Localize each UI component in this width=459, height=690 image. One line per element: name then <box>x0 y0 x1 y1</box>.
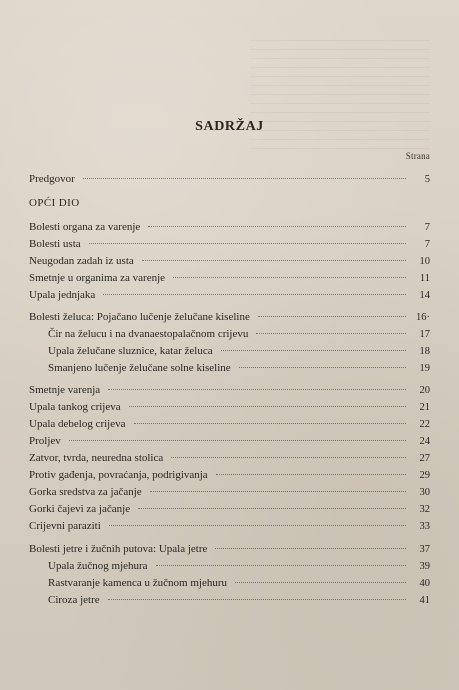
toc-entry-label: Bolesti jetre i žučnih putova: Upala jetre <box>29 543 208 555</box>
toc-entry <box>29 287 430 303</box>
toc-leader-dots <box>150 491 406 492</box>
toc-leader-dots <box>138 508 406 509</box>
toc-subentry <box>48 343 430 359</box>
toc-entry-page: 29 <box>419 470 430 481</box>
toc-leader-dots <box>108 389 406 390</box>
table-of-contents <box>29 0 430 690</box>
toc-entry-label: Upala želučane sluznice, katar želuca <box>48 345 213 357</box>
toc-entry-label: Bolesti usta <box>29 238 81 250</box>
toc-entry-page: 32 <box>419 504 430 515</box>
toc-entry-label: Smanjeno lučenje želučane solne kiseline <box>48 362 231 374</box>
toc-entry <box>29 484 430 500</box>
toc-leader-dots <box>171 457 406 458</box>
toc-leader-dots <box>134 423 406 424</box>
toc-entry <box>29 236 430 252</box>
toc-leader-dots <box>69 440 406 441</box>
toc-leader-dots <box>221 350 406 351</box>
toc-subentry <box>48 575 430 591</box>
toc-leader-dots <box>156 565 406 566</box>
toc-entry-page: 30 <box>419 487 430 498</box>
toc-entry-page: 7 <box>424 239 430 250</box>
toc-entry <box>29 450 430 466</box>
toc-entry-page: 33 <box>419 521 430 532</box>
toc-entry-label: Predgovor <box>29 173 75 185</box>
toc-subentry <box>48 360 430 376</box>
toc-entry-page: 18 <box>419 346 430 357</box>
toc-entry-page: 37 <box>419 544 430 555</box>
toc-leader-dots <box>173 277 406 278</box>
toc-entry-label: Upala tankog crijeva <box>29 401 121 413</box>
column-header-page: Strana <box>405 151 430 161</box>
toc-entry-label: Gorki čajevi za jačanje <box>29 503 131 515</box>
toc-entry-page: 11 <box>419 273 430 284</box>
toc-entry-label: Zatvor, tvrda, neuredna stolica <box>29 452 164 464</box>
toc-subentry <box>48 592 430 608</box>
toc-entry-page: 19 <box>419 363 430 374</box>
toc-entry <box>29 518 430 534</box>
toc-entry-page: 21 <box>419 402 430 413</box>
toc-entry <box>29 253 430 269</box>
toc-entry-page: 22 <box>419 419 430 430</box>
toc-entry-label: Bolesti organa za varenje <box>29 221 141 233</box>
toc-entry <box>29 270 430 286</box>
toc-subentry <box>48 558 430 574</box>
toc-entry <box>29 433 430 449</box>
toc-leader-dots <box>142 260 406 261</box>
toc-entry-page: 14 <box>419 290 430 301</box>
toc-entry-label: Bolesti želuca: Pojačano lučenje želučane kiseline <box>29 311 250 323</box>
toc-entry-page: 24 <box>419 436 430 447</box>
toc-leader-dots <box>215 548 406 549</box>
page-title: SADRŽAJ <box>195 119 264 134</box>
toc-entry-page: 16· <box>416 312 430 323</box>
toc-entry <box>29 219 430 235</box>
section-heading: OPĆI DIO <box>29 197 80 209</box>
toc-entry-label: Neugodan zadah iz usta <box>29 255 134 267</box>
toc-entry-label: Ciroza jetre <box>48 594 100 606</box>
toc-entry-label: Proljev <box>29 435 61 447</box>
toc-leader-dots <box>256 333 406 334</box>
toc-entry <box>29 467 430 483</box>
toc-entry-page: 17 <box>419 329 430 340</box>
toc-entry-page: 41 <box>419 595 430 606</box>
toc-subentry <box>48 326 430 342</box>
toc-entry-label: Čir na želucu i na dvanaestopalačnom crijevu <box>48 328 249 340</box>
toc-leader-dots <box>89 243 406 244</box>
toc-entry-page: 20 <box>419 385 430 396</box>
toc-entry-label: Gorka sredstva za jačanje <box>29 486 142 498</box>
toc-entry-label: Upala jednjaka <box>29 289 96 301</box>
toc-entry-page: 27 <box>419 453 430 464</box>
toc-entry <box>29 416 430 432</box>
toc-leader-dots <box>129 406 406 407</box>
toc-entry <box>29 501 430 517</box>
toc-entry-page: 7 <box>424 222 430 233</box>
toc-leader-dots <box>216 474 406 475</box>
toc-entry-page: 39 <box>419 561 430 572</box>
toc-leader-dots <box>239 367 406 368</box>
toc-leader-dots <box>109 525 406 526</box>
toc-entry <box>29 541 430 557</box>
toc-entry-page: 10 <box>419 256 430 267</box>
toc-entry-label: Protiv gađenja, povraćanja, podrigivanja <box>29 469 208 481</box>
toc-entry-page: 5 <box>424 174 430 185</box>
toc-entry-page: 40 <box>419 578 430 589</box>
toc-entry-label: Rastvaranje kamenca u žučnom mjehuru <box>48 577 227 589</box>
toc-leader-dots <box>258 316 406 317</box>
toc-entry <box>29 309 430 325</box>
toc-entry <box>29 399 430 415</box>
toc-entry-label: Smetnje varenja <box>29 384 101 396</box>
toc-leader-dots <box>103 294 406 295</box>
toc-entry-label: Upala debelog crijeva <box>29 418 126 430</box>
toc-entry <box>29 382 430 398</box>
toc-entry-label: Upala žučnog mjehura <box>48 560 148 572</box>
toc-entry-label: Crijevni paraziti <box>29 520 101 532</box>
toc-leader-dots <box>148 226 406 227</box>
toc-leader-dots <box>235 582 406 583</box>
toc-entry-label: Smetnje u organima za varenje <box>29 272 166 284</box>
toc-leader-dots <box>108 599 406 600</box>
